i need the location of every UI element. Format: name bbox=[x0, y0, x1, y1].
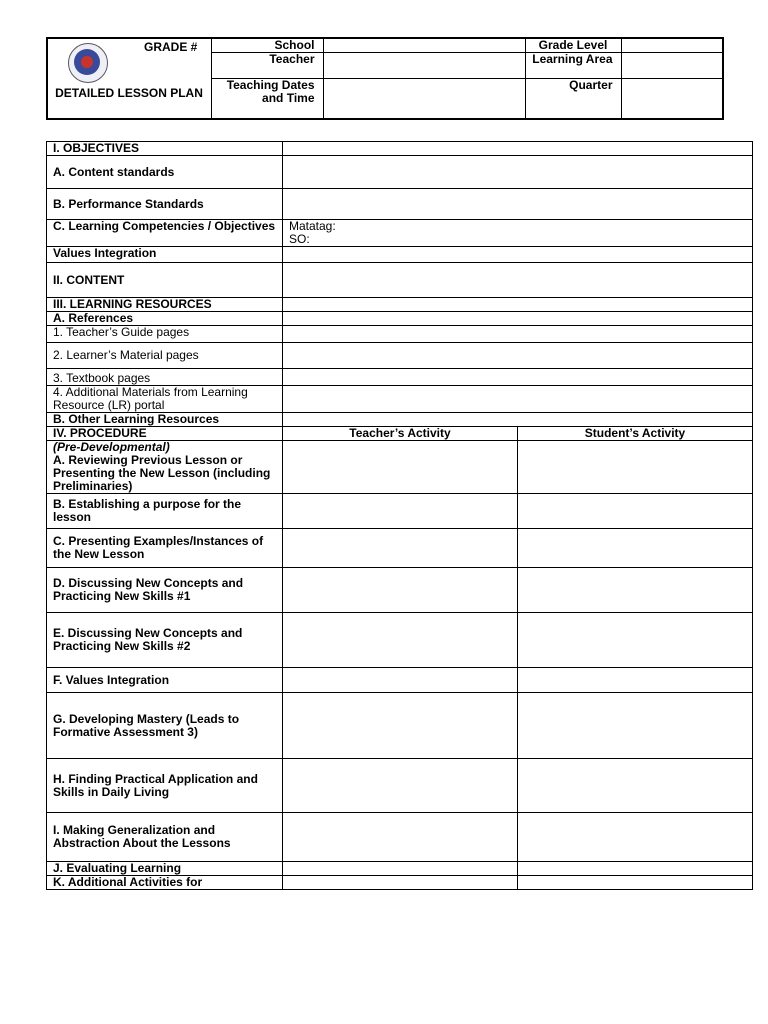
learning-competencies-field[interactable] bbox=[283, 220, 753, 247]
student-activity-header: Student’s Activity bbox=[518, 427, 753, 441]
learning-resources-field[interactable] bbox=[283, 298, 753, 312]
textbook-label: 3. Textbook pages bbox=[47, 369, 283, 386]
procedure-c-teacher-field[interactable] bbox=[283, 529, 518, 568]
pre-developmental-label: (Pre-Developmental) bbox=[53, 440, 170, 454]
quarter-label: Quarter bbox=[525, 79, 621, 119]
values-integration-field[interactable] bbox=[283, 247, 753, 263]
procedure-k-student-field[interactable] bbox=[518, 876, 753, 890]
procedure-d-student-field[interactable] bbox=[518, 568, 753, 613]
content-standards-field[interactable] bbox=[283, 156, 753, 189]
procedure-a-label bbox=[47, 441, 283, 494]
procedure-h-teacher-field[interactable] bbox=[283, 759, 518, 813]
additional-materials-label: 4. Additional Materials from Learning Resource (LR) portal bbox=[47, 386, 283, 413]
performance-standards-label: B. Performance Standards bbox=[47, 189, 283, 220]
matatag-label: Matatag: bbox=[289, 219, 336, 233]
procedure-c-label: C. Presenting Examples/Instances of the New Lesson bbox=[47, 529, 283, 568]
procedure-j-label: J. Evaluating Learning bbox=[47, 862, 283, 876]
grade-label: GRADE # bbox=[144, 40, 198, 54]
teaching-dates-label: Teaching Dates and Time bbox=[211, 79, 323, 119]
procedure-i-teacher-field[interactable] bbox=[283, 813, 518, 862]
learning-competencies-label: C. Learning Competencies / Objectives bbox=[47, 220, 283, 247]
learning-resources-heading: III. LEARNING RESOURCES bbox=[47, 298, 283, 312]
additional-materials-field[interactable] bbox=[283, 386, 753, 413]
quarter-field[interactable] bbox=[621, 79, 723, 119]
learners-material-label: 2. Learner’s Material pages bbox=[47, 343, 283, 369]
references-field[interactable] bbox=[283, 312, 753, 326]
procedure-c-student-field[interactable] bbox=[518, 529, 753, 568]
procedure-a-student-field[interactable] bbox=[518, 441, 753, 494]
teachers-guide-field[interactable] bbox=[283, 326, 753, 343]
procedure-j-teacher-field[interactable] bbox=[283, 862, 518, 876]
teacher-field[interactable] bbox=[323, 53, 525, 79]
procedure-j-student-field[interactable] bbox=[518, 862, 753, 876]
procedure-e-label: E. Discussing New Concepts and Practicing New Skills #2 bbox=[47, 613, 283, 668]
procedure-d-label: D. Discussing New Concepts and Practicing New Skills #1 bbox=[47, 568, 283, 613]
performance-standards-field[interactable] bbox=[283, 189, 753, 220]
teacher-activity-header: Teacher’s Activity bbox=[283, 427, 518, 441]
objectives-field[interactable] bbox=[283, 142, 753, 156]
textbook-field[interactable] bbox=[283, 369, 753, 386]
procedure-i-student-field[interactable] bbox=[518, 813, 753, 862]
procedure-g-teacher-field[interactable] bbox=[283, 693, 518, 759]
procedure-g-label: G. Developing Mastery (Leads to Formative Assessment 3) bbox=[47, 693, 283, 759]
other-resources-label: B. Other Learning Resources bbox=[47, 413, 283, 427]
references-label: A. References bbox=[47, 312, 283, 326]
values-integration-label: Values Integration bbox=[47, 247, 283, 263]
lesson-plan-table bbox=[46, 141, 753, 890]
so-label: SO: bbox=[289, 232, 310, 246]
procedure-heading: IV. PROCEDURE bbox=[47, 427, 283, 441]
procedure-h-student-field[interactable] bbox=[518, 759, 753, 813]
deped-seal-logo bbox=[68, 43, 108, 83]
content-standards-label: A. Content standards bbox=[47, 156, 283, 189]
school-field[interactable] bbox=[323, 38, 525, 53]
teachers-guide-label: 1. Teacher’s Guide pages bbox=[47, 326, 283, 343]
procedure-h-label: H. Finding Practical Application and Skills in Daily Living bbox=[47, 759, 283, 813]
learning-area-field[interactable] bbox=[621, 53, 723, 79]
procedure-e-teacher-field[interactable] bbox=[283, 613, 518, 668]
teacher-label: Teacher bbox=[211, 53, 323, 79]
procedure-g-student-field[interactable] bbox=[518, 693, 753, 759]
procedure-f-teacher-field[interactable] bbox=[283, 668, 518, 693]
procedure-d-teacher-field[interactable] bbox=[283, 568, 518, 613]
header-title-cell bbox=[47, 38, 211, 119]
procedure-k-label: K. Additional Activities for bbox=[47, 876, 283, 890]
procedure-b-label: B. Establishing a purpose for the lesson bbox=[47, 494, 283, 529]
objectives-heading: I. OBJECTIVES bbox=[47, 142, 283, 156]
other-resources-field[interactable] bbox=[283, 413, 753, 427]
content-heading: II. CONTENT bbox=[47, 263, 283, 298]
header-table bbox=[46, 37, 724, 120]
procedure-e-student-field[interactable] bbox=[518, 613, 753, 668]
procedure-f-label: F. Values Integration bbox=[47, 668, 283, 693]
procedure-b-teacher-field[interactable] bbox=[283, 494, 518, 529]
procedure-b-student-field[interactable] bbox=[518, 494, 753, 529]
learners-material-field[interactable] bbox=[283, 343, 753, 369]
procedure-i-label: I. Making Generalization and Abstraction About the Lessons bbox=[47, 813, 283, 862]
learning-area-label: Learning Area bbox=[525, 53, 621, 79]
procedure-a-teacher-field[interactable] bbox=[283, 441, 518, 494]
grade-level-label: Grade Level bbox=[525, 38, 621, 53]
procedure-f-student-field[interactable] bbox=[518, 668, 753, 693]
lesson-plan-title: DETAILED LESSON PLAN bbox=[55, 86, 203, 100]
procedure-a-text: A. Reviewing Previous Lesson or Presenting the New Lesson (including Preliminaries) bbox=[53, 453, 271, 493]
content-field[interactable] bbox=[283, 263, 753, 298]
grade-level-field[interactable] bbox=[621, 38, 723, 53]
procedure-k-teacher-field[interactable] bbox=[283, 876, 518, 890]
school-label: School bbox=[211, 38, 323, 53]
teaching-dates-field[interactable] bbox=[323, 79, 525, 119]
